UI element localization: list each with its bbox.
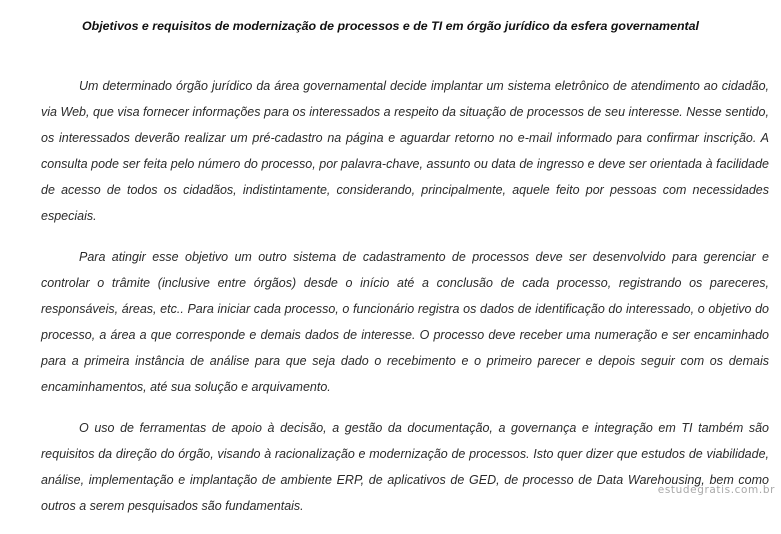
site-watermark: estudegratis.com.br: [657, 484, 775, 496]
document-title: Objetivos e requisitos de modernização de processos e de TI em órgão jurídico da esfera governamental: [82, 19, 699, 33]
paragraph-2: Para atingir esse objetivo um outro sistema de cadastramento de processos deve ser desenvolvido para gerenciar e controlar o trâmite (inclusive entre órgãos) desde o início até a conclusão de cada processo, registrando os pareceres, responsáveis, áreas, etc.. Para iniciar cada processo, o funcionário registra os dados de identificação do interessado, o objetivo do processo, a área a que corresponde e demais dados de interesse. O processo deve receber uma numeração e ser encaminhado para a primeira instância de análise para que seja dado o recebimento e o primeiro parecer e depois seguir com os demais encaminhamentos, até sua solução e arquivamento.: [41, 250, 769, 394]
document-body: [41, 73, 769, 534]
paragraph-1: Um determinado órgão jurídico da área governamental decide implantar um sistema eletrônico de atendimento ao cidadão, via Web, que visa fornecer informações para os interessados a respeito da situação de processos de seu interesse. Nesse sentido, os interessados deverão realizar um pré-cadastro na página e aguardar retorno no e-mail informado para confirmar inscrição. A consulta pode ser feita pelo número do processo, por palavra-chave, assunto ou data de ingresso e deve ser orientada à facilidade de acesso de todos os cidadãos, indistintamente, considerando, principalmente, aquele feito por pessoas com necessidades especiais.: [41, 79, 769, 223]
paragraph-3: O uso de ferramentas de apoio à decisão, a gestão da documentação, a governança e integração em TI também são requisitos da direção do órgão, visando à racionalização e modernização de processos. Isto quer dizer que estudos de viabilidade, análise, implementação e implantação de ambiente ERP, de aplicativos de GED, de processo de Data Warehousing, bem como outros a serem pesquisados são fundamentais.: [41, 421, 769, 513]
